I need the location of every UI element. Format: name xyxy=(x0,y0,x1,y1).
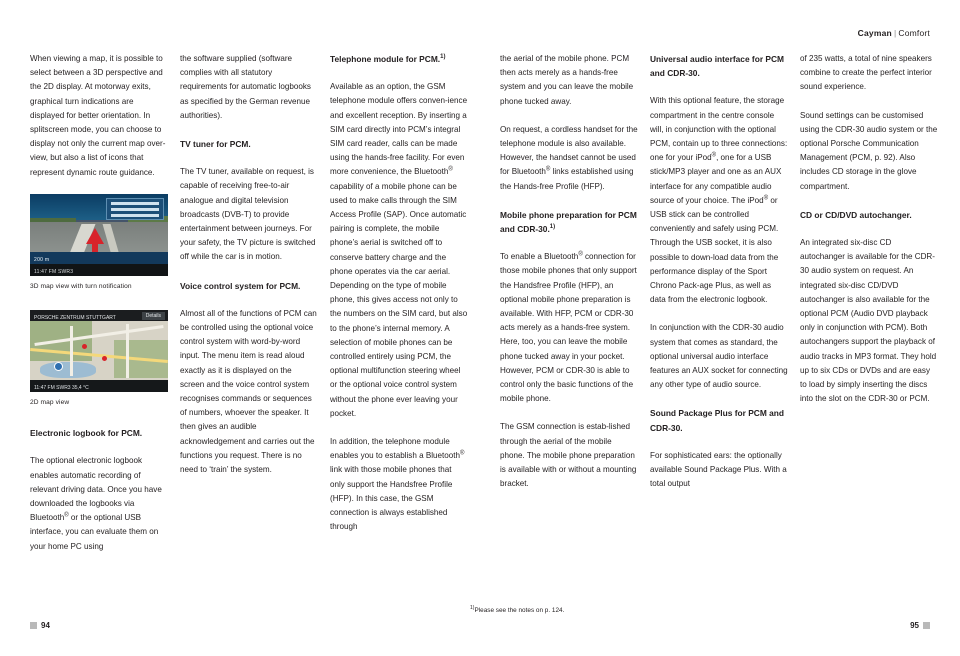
col5-paragraph-1-c: or USB stick can be controlled conveniently and safely using PCM. Through the USB socket, it is also possible to down-load data from the performance display of the Sport Chrono Pack-age Plus, as well as data from the electronic logbook. xyxy=(650,195,779,305)
column-3 xyxy=(330,52,468,549)
image-3d-map-view xyxy=(30,194,168,276)
map2d-road-4 xyxy=(126,324,129,378)
map2d-poi-title: PORSCHE ZENTRUM STUTTGART xyxy=(34,315,116,322)
page-number-right-text: 95 xyxy=(910,621,919,630)
col1-heading-electronic-logbook: Electronic logbook for PCM. xyxy=(30,428,143,439)
col5-paragraph-1 xyxy=(650,94,788,307)
col4-paragraph-2-b: links established using the Hands-free Profile (HFP). xyxy=(500,167,634,191)
col3-paragraph-1-a: Available as an option, the GSM telephone module offers conven-ience and excellent reception. By inserting a SIM card directly into PCM’s integral SIM card reader, calls can be made using the hands-free facility. For even more convenience, the Bluetooth xyxy=(330,82,468,177)
map2d-marker-1 xyxy=(82,344,87,349)
map2d-status-bar xyxy=(30,380,168,392)
column-5 xyxy=(650,52,788,505)
map-destination-banner xyxy=(106,198,164,220)
registered-mark: ® xyxy=(578,251,583,258)
col3-heading-text: Telephone module for PCM. xyxy=(330,54,441,64)
col2-paragraph-3: Almost all of the functions of PCM can be controlled using the optional voice control system with word-by-word input. The menu item is read aloud exactly as it is displayed on the screen and the voice control system recognises commands or sequences of numbers, whoever the speaker. It then gives an audible acknowledgement and carries out the functions you request. There is no need to ‘train’ the system. xyxy=(180,308,317,475)
col4-paragraph-2 xyxy=(500,123,638,194)
page-header xyxy=(858,28,930,38)
map2d-road-3 xyxy=(70,326,73,376)
col2-heading-tv-tuner: TV tuner for PCM. xyxy=(180,139,251,150)
map2d-position-pin xyxy=(54,362,63,371)
col5-paragraph-3: For sophisticated ears: the optionally available Sound Package Plus. With a total output xyxy=(650,450,787,489)
col5-heading-universal-audio-interface: Universal audio interface for PCM and CDR-30. xyxy=(650,54,785,79)
page-number-right xyxy=(910,621,930,630)
footnote xyxy=(470,606,760,616)
registered-mark: ® xyxy=(763,195,769,202)
registered-mark: ® xyxy=(64,512,69,519)
col4-heading-mobile-phone-preparation xyxy=(500,208,638,236)
col5-paragraph-1-a: With this optional feature, the storage compartment in the centre console will, in conjunction with the optional PCM, contain up to three connections: one for your iPod xyxy=(650,96,788,163)
col1-paragraph-2 xyxy=(30,454,168,553)
column-2 xyxy=(180,52,318,491)
footnote-marker: 1) xyxy=(470,604,475,611)
col1-paragraph-1: When viewing a map, it is possible to select between a 3D perspective and the 2D display. At motorway exits, graphical turn indications are displayed for better orientation. In splitscreen mode, you can choose to display not only the current map over-view, but also a list of icons that represent dynamic route guidance. xyxy=(30,54,166,177)
map-distance-bar xyxy=(30,252,168,264)
col1-paragraph-2-b: or the optional USB interface, you can evaluate them on your home PC using xyxy=(30,513,159,551)
col4-paragraph-3-a: To enable a Bluetooth xyxy=(500,252,579,262)
footnote-ref-1: 1) xyxy=(549,224,556,231)
col4-heading-text: Mobile phone preparation for PCM and CDR-30. xyxy=(500,209,637,235)
page-number-left xyxy=(30,621,50,630)
col3-paragraph-2 xyxy=(330,435,468,534)
col4-paragraph-3-b: connection for those mobile phones that only support the Handsfree Profile (HFP), an optional mobile phone preparation is available. With HFP, PCM or CDR-30 acts merely as a hands-free system. Here, too, you can leave the mobile phone tucked away in your pocket. However, PCM or CDR-30 is able to control only the basic functions of the mobile phone. xyxy=(500,252,637,404)
figure-3d-map xyxy=(30,194,168,294)
col6-paragraph-2: Sound settings can be customised using the CDR-30 audio system or the optional Porsche Communication Management (PCM, p. 92). Also includes CD storage in the glove compartment. xyxy=(800,110,938,191)
map2d-water xyxy=(40,362,96,378)
column-6 xyxy=(800,52,938,420)
map-distance-text: 200 m xyxy=(34,256,50,263)
map2d-details-button[interactable]: Details xyxy=(142,312,165,320)
footnote-text: Please see the notes on p. 124. xyxy=(474,607,565,614)
col3-heading-telephone-module xyxy=(330,52,468,66)
map2d-top-bar xyxy=(30,310,168,321)
registered-mark: ® xyxy=(448,166,453,173)
col4-paragraph-3 xyxy=(500,250,638,406)
map2d-status-text: 11:47 FM SWR3 35,4 °C xyxy=(34,385,89,392)
figure-2d-map-caption: 2D map view xyxy=(30,399,70,407)
page-mark-icon xyxy=(923,622,930,629)
figure-3d-map-caption: 3D map view with turn notification xyxy=(30,282,132,290)
col5-heading-sound-package-plus: Sound Package Plus for PCM and CDR-30. xyxy=(650,408,785,433)
column-4 xyxy=(500,52,638,505)
col2-paragraph-1: the software supplied (software complies with all statutory requirements for automatic logbooks as specified by the German revenue authorities). xyxy=(180,54,311,120)
page-number-left-text: 94 xyxy=(41,621,50,630)
col6-paragraph-1: of 235 watts, a total of nine speakers combine to create the perfect interior sound experience. xyxy=(800,54,932,92)
page-mark-icon xyxy=(30,622,37,629)
col4-paragraph-4: The GSM connection is estab-lished through the aerial of the mobile phone. The mobile phone preparation is available with or without a mounting bracket. xyxy=(500,422,637,489)
col1-paragraph-2-a: The optional electronic logbook enables automatic recording of relevant driving data. Once you have downloaded the logbooks via Bluetooth xyxy=(30,456,162,523)
header-variant: Comfort xyxy=(898,28,930,38)
col5-paragraph-2: In conjunction with the CDR-30 audio system that comes as standard, the optional universal audio interface features an AUX socket for connecting any other type of audio source. xyxy=(650,323,788,390)
registered-mark: ® xyxy=(460,450,465,457)
col3-paragraph-2-b: link with those mobile phones that only support the Handsfree Profile (HFP). In this case, the GSM connection is always established through xyxy=(330,465,453,532)
figure-2d-map xyxy=(30,310,168,410)
image-2d-map-view xyxy=(30,310,168,392)
col3-paragraph-1 xyxy=(330,80,468,421)
registered-mark: ® xyxy=(711,152,717,159)
col6-paragraph-3: An integrated six-disc CD autochanger is available for the CDR-30 audio system on request. An integrated six-disc CD/DVD autochanger is also available for the optional PCM (Audio DVD playback only in conjunction with PCM). Both autochangers support the playback of audio tracks in MP3 format. They hold up to six CDs or DVDs and are easy to load by simply inserting the discs into the slot on the CDR-30 or PCM. xyxy=(800,238,937,404)
map2d-marker-2 xyxy=(102,356,107,361)
col2-paragraph-2: The TV tuner, available on request, is capable of receiving free-to-air analogue and digital television broadcasts (DVB-T) to provide entertainment between journeys. For your safety, the TV picture is switched off while the car is in motion. xyxy=(180,167,316,262)
footnote-ref-1: 1) xyxy=(440,54,446,61)
col6-heading-autochanger: CD or CD/DVD autochanger. xyxy=(800,209,912,220)
col3-paragraph-2-a: In addition, the telephone module enables you to establish a Bluetooth xyxy=(330,437,461,461)
column-1 xyxy=(30,52,168,568)
col3-paragraph-1-b: capability of a mobile phone can be used to make calls through the SIM Access Profile (SAP). Once automatic pairing is complete, the mobile phone’s aerial is switched off to conserve battery charge and the phone operates via the car aerial. Depending on the type of mobile phone, this gives access not only to the numbers on the SIM card, but also to the phone’s internal memory. A selection of mobile phones can be controlled entirely using PCM, the optional multifunction steering wheel or the optional voice control system without the phone ever leaving your pocket. xyxy=(330,181,468,418)
col5-paragraph-1-b: , one for a USB stick/MP3 player and one as an AUX interface for any compatible audio source of your choice. The iPod xyxy=(650,153,782,205)
map-status-left: 11:47 FM SWR3 xyxy=(34,268,74,275)
col2-heading-voice-control: Voice control system for PCM. xyxy=(180,280,301,291)
registered-mark: ® xyxy=(545,166,551,173)
header-separator: | xyxy=(893,28,897,38)
col4-paragraph-2-a: On request, a cordless handset for the telephone module is also available. However, the handset cannot be used for Bluetooth xyxy=(500,124,638,177)
col4-paragraph-1: the aerial of the mobile phone. PCM then acts merely as a hands-free system and you can leave the mobile phone tucked away. xyxy=(500,54,634,106)
map-status-bar xyxy=(30,264,168,276)
header-model: Cayman xyxy=(857,28,892,38)
